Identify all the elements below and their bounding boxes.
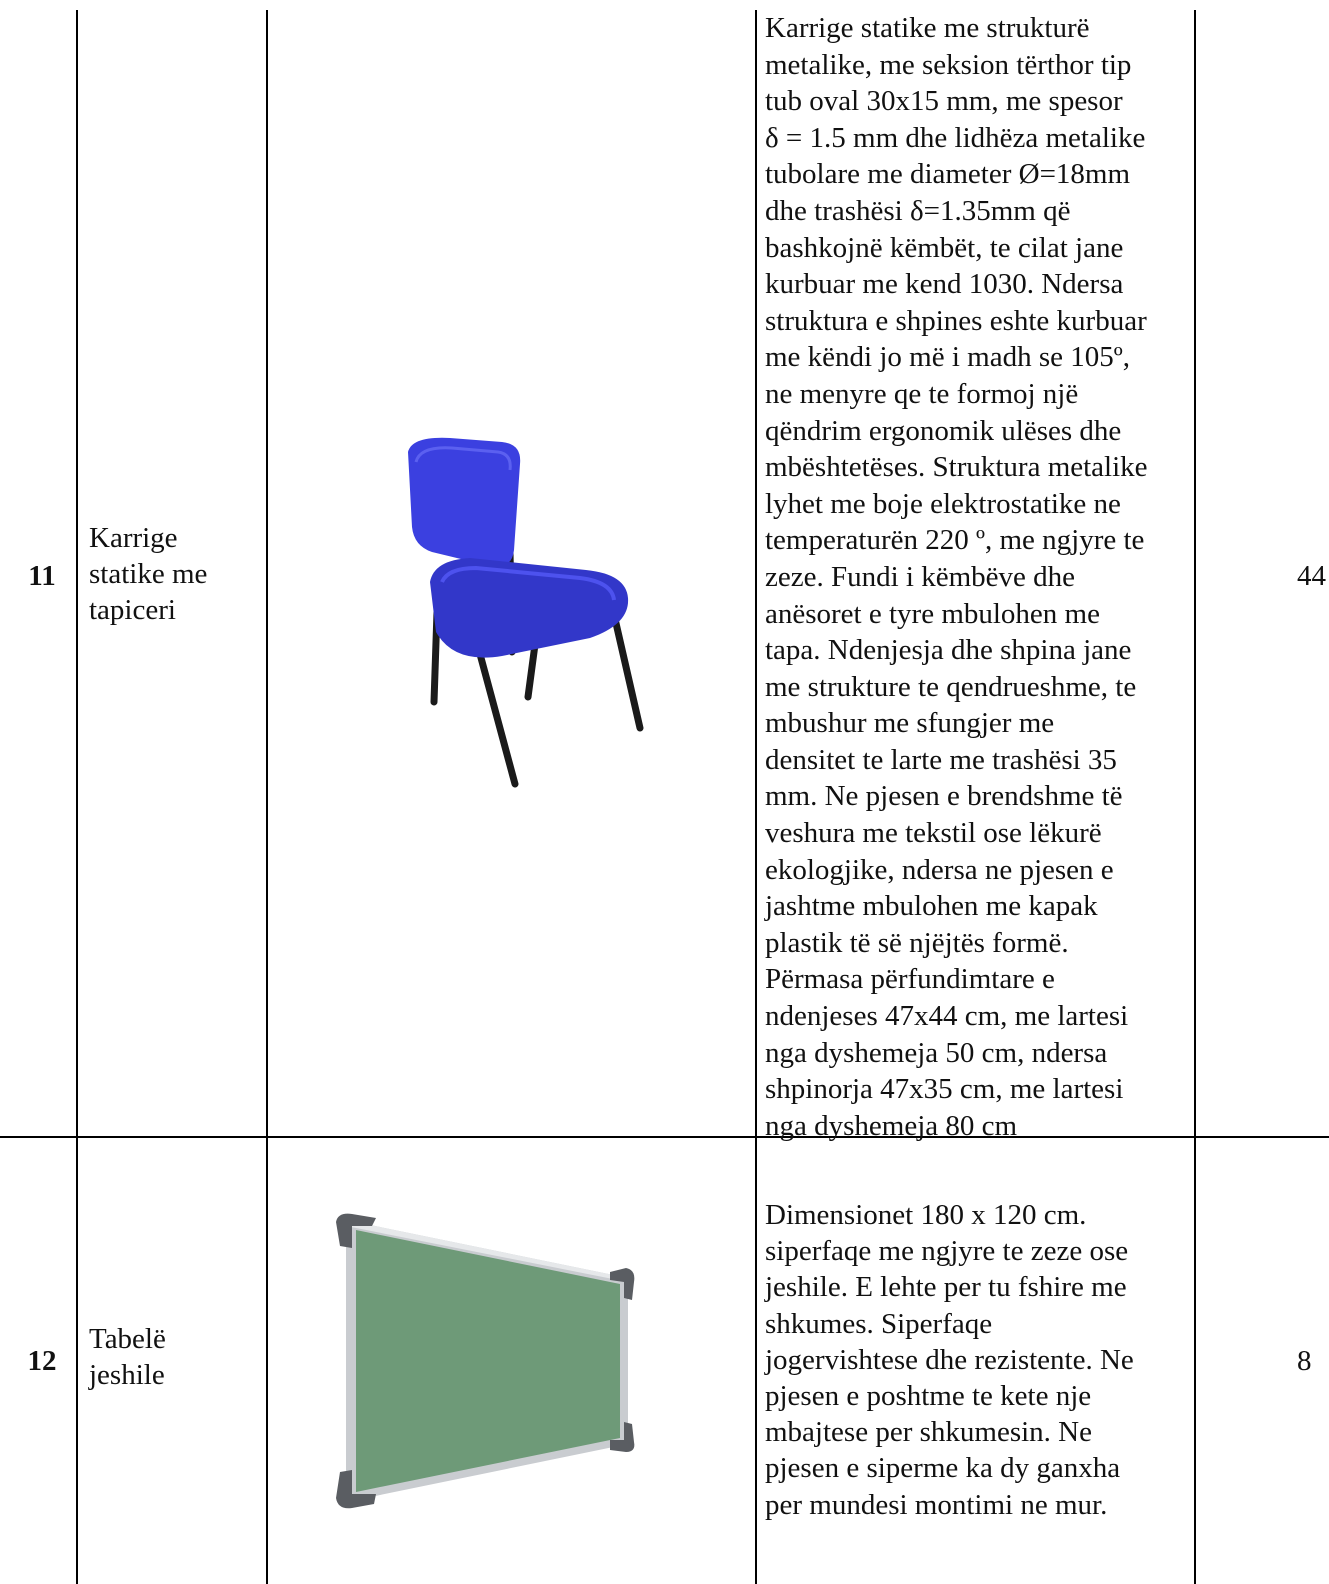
item-quantity: 8 [1297, 1345, 1312, 1377]
item-description: Karrige statike me strukturë metalike, me seksion tërthor tip tub oval 30x15 mm, me spesor δ = 1.5 mm dhe lidhëza metalike tubolare me diameter Ø=18mm dhe trashësi δ=1.35mm që bashkojnë këmbët, te cilat jane kurbuar me kend 1030. Ndersa struktura e shpines eshte kurbuar me këndi jo më i madh se 105º, ne menyre qe te formoj një qëndrim ergonomik ulëses dhe mbështetëses. Struktura metalike lyhet me boje elektrostatike ne temperaturën 220 º, me ngjyre te zeze. Fundi i këmbëve dhe anësoret e tyre mbulohen me tapa. Ndenjesja dhe shpina jane me strukture te qendrueshme, te mbushur me sfungjer me densitet te larte me trashësi 35 mm. Ne pjesen e brendshme të veshura me tekstil ose lëkurë ekologjike, ndersa ne pjesen e jashtme mbulohen me kapak plastik të së njëjtës formë. Përmasa përfundimtare e ndenjeses 47x44 cm, me lartesi nga dyshemeja 50 cm, ndersa shpinorja 47x35 cm, me lartesi nga dyshemeja 80 cm [765, 12, 1148, 1142]
table-border [266, 10, 268, 1584]
item-name: Tabelë jeshile [89, 1323, 166, 1391]
item-name: Karrige statike me tapiceri [89, 522, 208, 626]
table-border [755, 10, 757, 1584]
chalkboard-icon [280, 1212, 676, 1510]
row-number: 12 [27, 1345, 57, 1377]
item-description: Dimensionet 180 x 120 cm. siperfaqe me ngjyre te zeze ose jeshile. E lehte per tu fshire me shkumes. Siperfaqe jogervishtese dhe rezistente. Ne pjesen e poshtme te kete nje mbajtese per shkumesin. Ne pjesen e siperme ka dy ganxha per mundesi montimi ne mur. [765, 1199, 1134, 1521]
chair-icon [390, 432, 650, 792]
row-number: 11 [28, 560, 56, 592]
item-quantity: 44 [1297, 560, 1326, 592]
chalkboard-image [280, 1212, 676, 1510]
chair-image [390, 432, 650, 792]
table-border [76, 10, 78, 1584]
